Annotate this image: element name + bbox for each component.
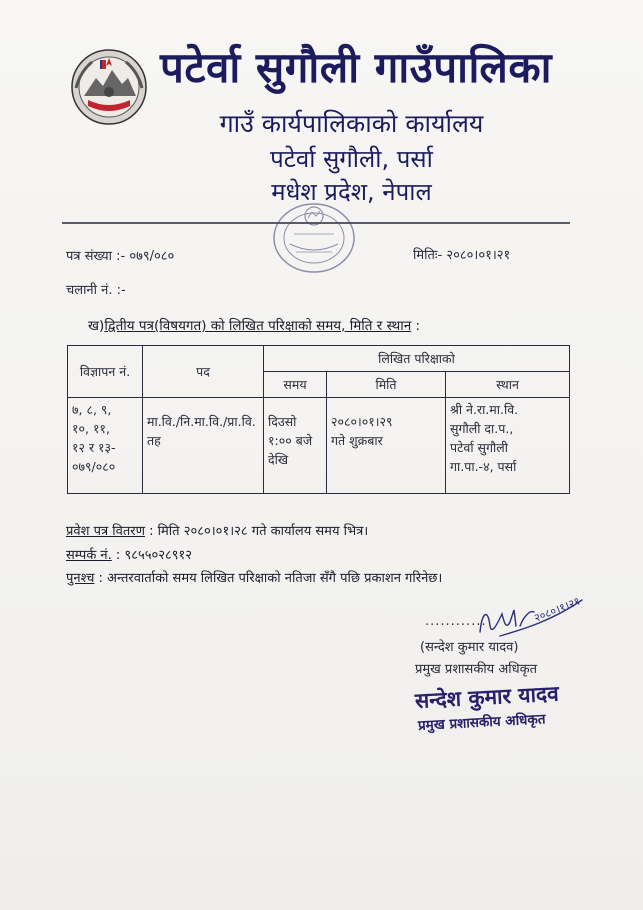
signer-name: (सन्देश कुमार यादव) — [420, 640, 519, 655]
cell-line: देखि — [268, 452, 289, 468]
postscript-text: : अन्तरवार्ताको समय लिखित परिक्षाको नतिजा सँगै पछि प्रकाशन गरिनेछ। — [94, 571, 443, 586]
cell-line: २०८०।०१।२९ — [331, 414, 393, 430]
cell-line: सुगौली दा.प., — [450, 421, 514, 437]
signer-role: प्रमुख प्रशासकीय अधिकृत — [415, 662, 538, 677]
admit-card-note — [66, 521, 368, 539]
letter-number: पत्र संख्या :- ०७९/०८० — [66, 249, 175, 264]
signature-dotted-line: ............ — [425, 614, 487, 629]
subject-text: द्वितीय पत्र(विषयगत) को लिखित परिक्षाको समय, मिति र स्थान — [104, 318, 412, 334]
header-date: मिति — [327, 372, 446, 398]
contact-label: सम्पर्क नं. — [66, 548, 112, 563]
cell-line: श्री ने.रा.मा.वि. — [450, 402, 519, 418]
cell-line: दिउसो — [268, 414, 297, 430]
dispatch-number: चलानी नं. :- — [66, 283, 126, 298]
cell-line: १:०० बजे — [268, 433, 313, 449]
admit-card-label: प्रवेश पत्र वितरण — [66, 524, 146, 539]
contact-number: : ९८५५०२८९१२ — [111, 548, 193, 563]
office-address-province: मधेश प्रदेश, नेपाल — [271, 178, 432, 206]
header-time: समय — [264, 372, 327, 398]
postscript-label: पुनश्च — [66, 571, 95, 586]
letter-date: मितिः- २०८०।०१।२१ — [413, 248, 511, 263]
cell-line: गते शुक्रबार — [331, 433, 383, 449]
office-seal-icon — [268, 196, 360, 276]
header-post: पद — [143, 346, 264, 398]
cell-post — [143, 398, 264, 494]
postscript-note — [66, 568, 442, 586]
organization-title: पटेर्वा सुगौली गाउँपालिका — [160, 43, 553, 92]
cell-line: तह — [147, 433, 161, 449]
role-stamp: प्रमुख प्रशासकीय अधिकृत — [417, 711, 546, 734]
admit-card-text: : मिति २०८०।०१।२८ गते कार्यालय समय भित्र। — [145, 524, 369, 539]
cell-date — [327, 398, 446, 494]
cell-line: १०, ११, — [72, 421, 110, 437]
header-written-exam: लिखित परिक्षाको — [264, 346, 570, 372]
subject-prefix: ख) — [88, 318, 105, 334]
cell-line: मा.वि./नि.मा.वि./प्रा.वि. — [147, 414, 256, 430]
table-header-row — [68, 346, 570, 372]
office-address-municipality: पटेर्वा सुगौली, पर्सा — [270, 145, 433, 173]
cell-line: ७, ८, ९, — [72, 402, 112, 418]
signature-date: २०८०।१।२१ — [532, 594, 582, 625]
header-ad-no: विज्ञापन नं. — [68, 346, 143, 398]
exam-schedule-table — [67, 345, 570, 494]
office-name: गाउँ कार्यपालिकाको कार्यालय — [219, 109, 484, 138]
name-stamp: सन्देश कुमार यादव — [414, 681, 560, 713]
subject-line — [88, 316, 420, 334]
cell-time — [264, 398, 327, 494]
contact-note — [66, 545, 192, 563]
table-row — [68, 398, 570, 494]
cell-venue — [446, 398, 570, 494]
cell-line: १२ र १३- — [72, 440, 116, 456]
header-venue: स्थान — [446, 372, 570, 398]
cell-line: ०७९/०८० — [72, 459, 116, 475]
subject-suffix: : — [411, 318, 421, 334]
cell-line: गा.पा.-४, पर्सा — [450, 459, 517, 475]
cell-line: पटेर्वा सुगौली — [450, 440, 508, 456]
cell-ad-no — [68, 398, 143, 494]
